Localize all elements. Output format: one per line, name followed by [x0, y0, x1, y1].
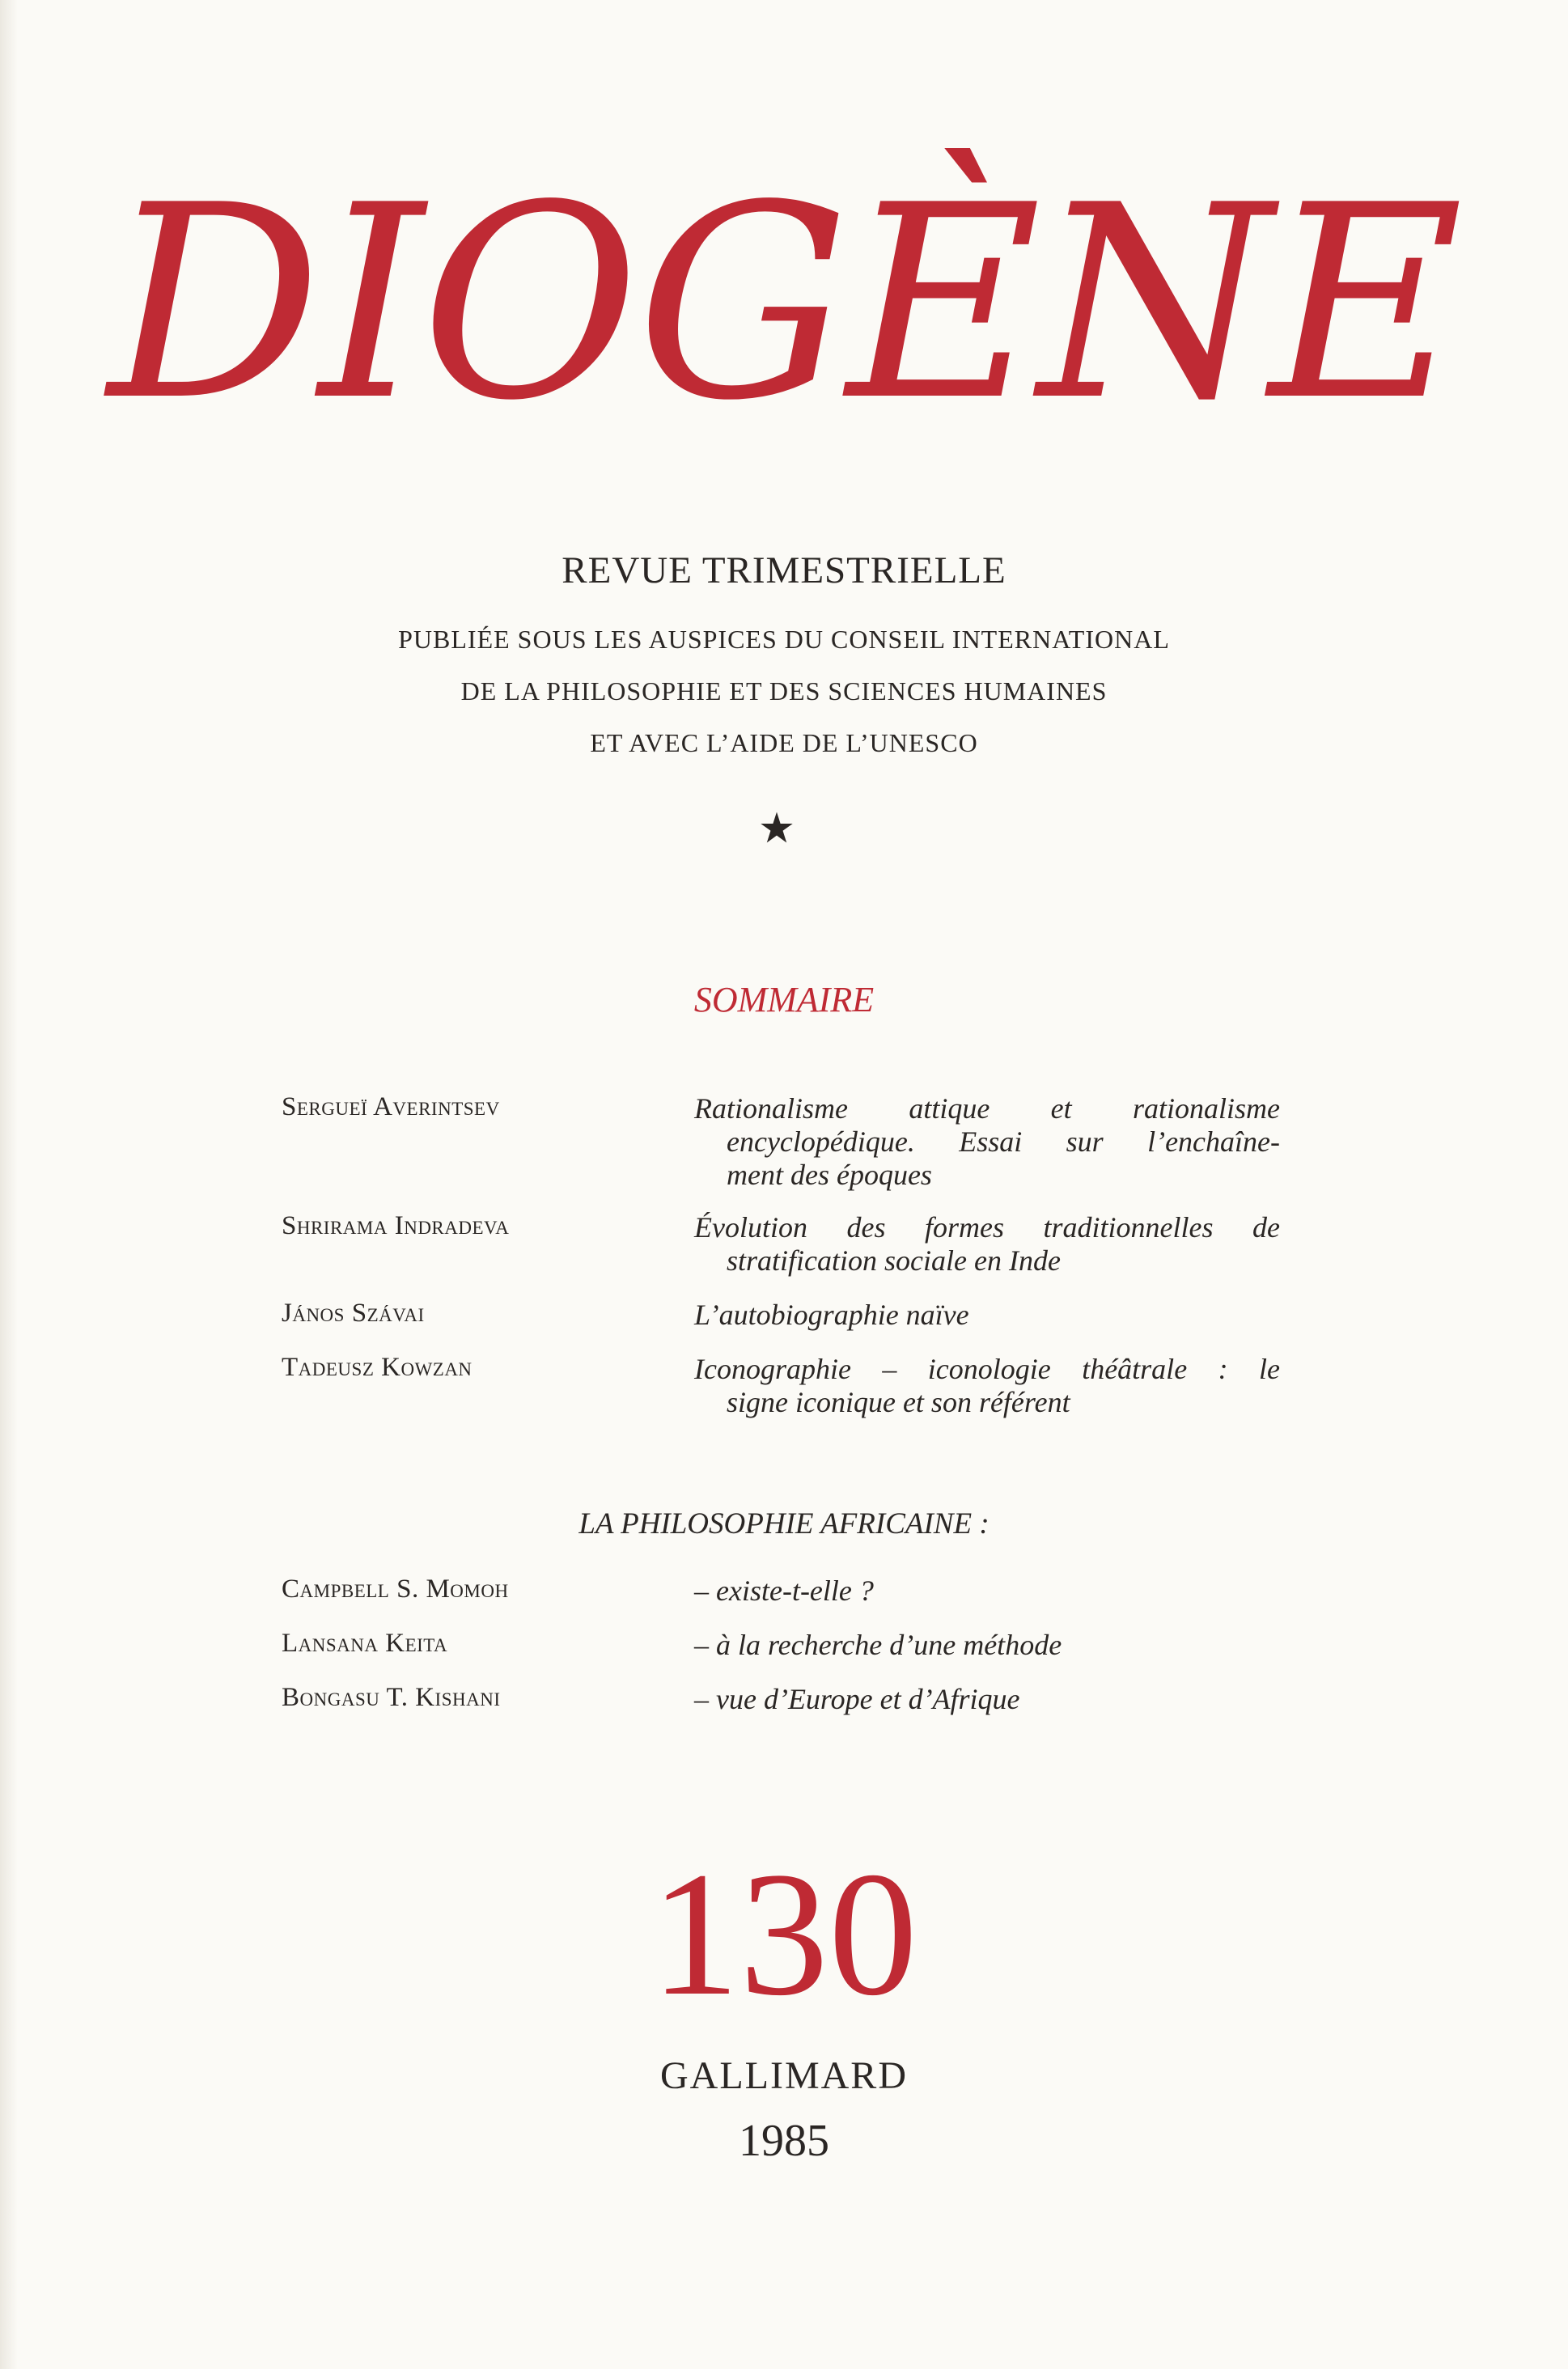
toc-author: János Szávai — [282, 1299, 425, 1328]
toc-author: Shrirama Indradeva — [282, 1211, 510, 1240]
toc-title-line: stratification sociale en Inde — [727, 1244, 1061, 1277]
subtitle: REVUE TRIMESTRIELLE — [562, 549, 1006, 591]
publisher-line-3: ET AVEC L’AIDE DE L’UNESCO — [590, 728, 978, 757]
section-author: Lansana Keita — [282, 1629, 448, 1658]
toc-title-line: Rationalisme attique et rationalisme — [694, 1092, 1280, 1125]
contents-heading: SOMMAIRE — [693, 980, 875, 1019]
toc-title — [694, 1092, 1280, 1192]
star-icon — [760, 811, 794, 845]
section-title: – à la recherche d’une méthode — [694, 1629, 1062, 1661]
publisher-imprint: GALLIMARD — [660, 2054, 908, 2097]
toc-title — [694, 1353, 1280, 1419]
toc-title-line: L’autobiographie naïve — [694, 1299, 969, 1331]
toc-author: Tadeusz Kowzan — [282, 1353, 473, 1382]
publication-year: 1985 — [739, 2116, 829, 2166]
section-title: – existe-t-elle ? — [694, 1574, 874, 1607]
section-author: Bongasu T. Kishani — [282, 1683, 501, 1712]
issue-number: 130 — [651, 1835, 917, 2032]
section-author: Campbell S. Momoh — [282, 1574, 509, 1604]
toc-title-line: signe iconique et son référent — [727, 1386, 1070, 1418]
publisher-line-2: DE LA PHILOSOPHIE ET DES SCIENCES HUMAINES — [460, 676, 1108, 706]
toc-author: Sergueï Averintsev — [282, 1092, 500, 1121]
toc-title-line: encyclopédique. Essai sur l’enchaîne- — [727, 1125, 1280, 1158]
section-title: – vue d’Europe et d’Afrique — [694, 1683, 1020, 1715]
section-heading: LA PHILOSOPHIE AFRICAINE : — [578, 1507, 990, 1540]
toc-title-line: ment des époques — [727, 1159, 932, 1191]
toc-title-line: Évolution des formes traditionnelles de — [694, 1211, 1280, 1244]
masthead-title: DIOGÈNE — [108, 148, 1460, 459]
publisher-line-1: PUBLIÉE SOUS LES AUSPICES DU CONSEIL INTERNATIONAL — [398, 625, 1170, 654]
toc-title-line: Iconographie – iconologie théâtrale : le — [694, 1353, 1280, 1385]
toc-title — [694, 1299, 1280, 1332]
toc-title — [694, 1211, 1280, 1278]
